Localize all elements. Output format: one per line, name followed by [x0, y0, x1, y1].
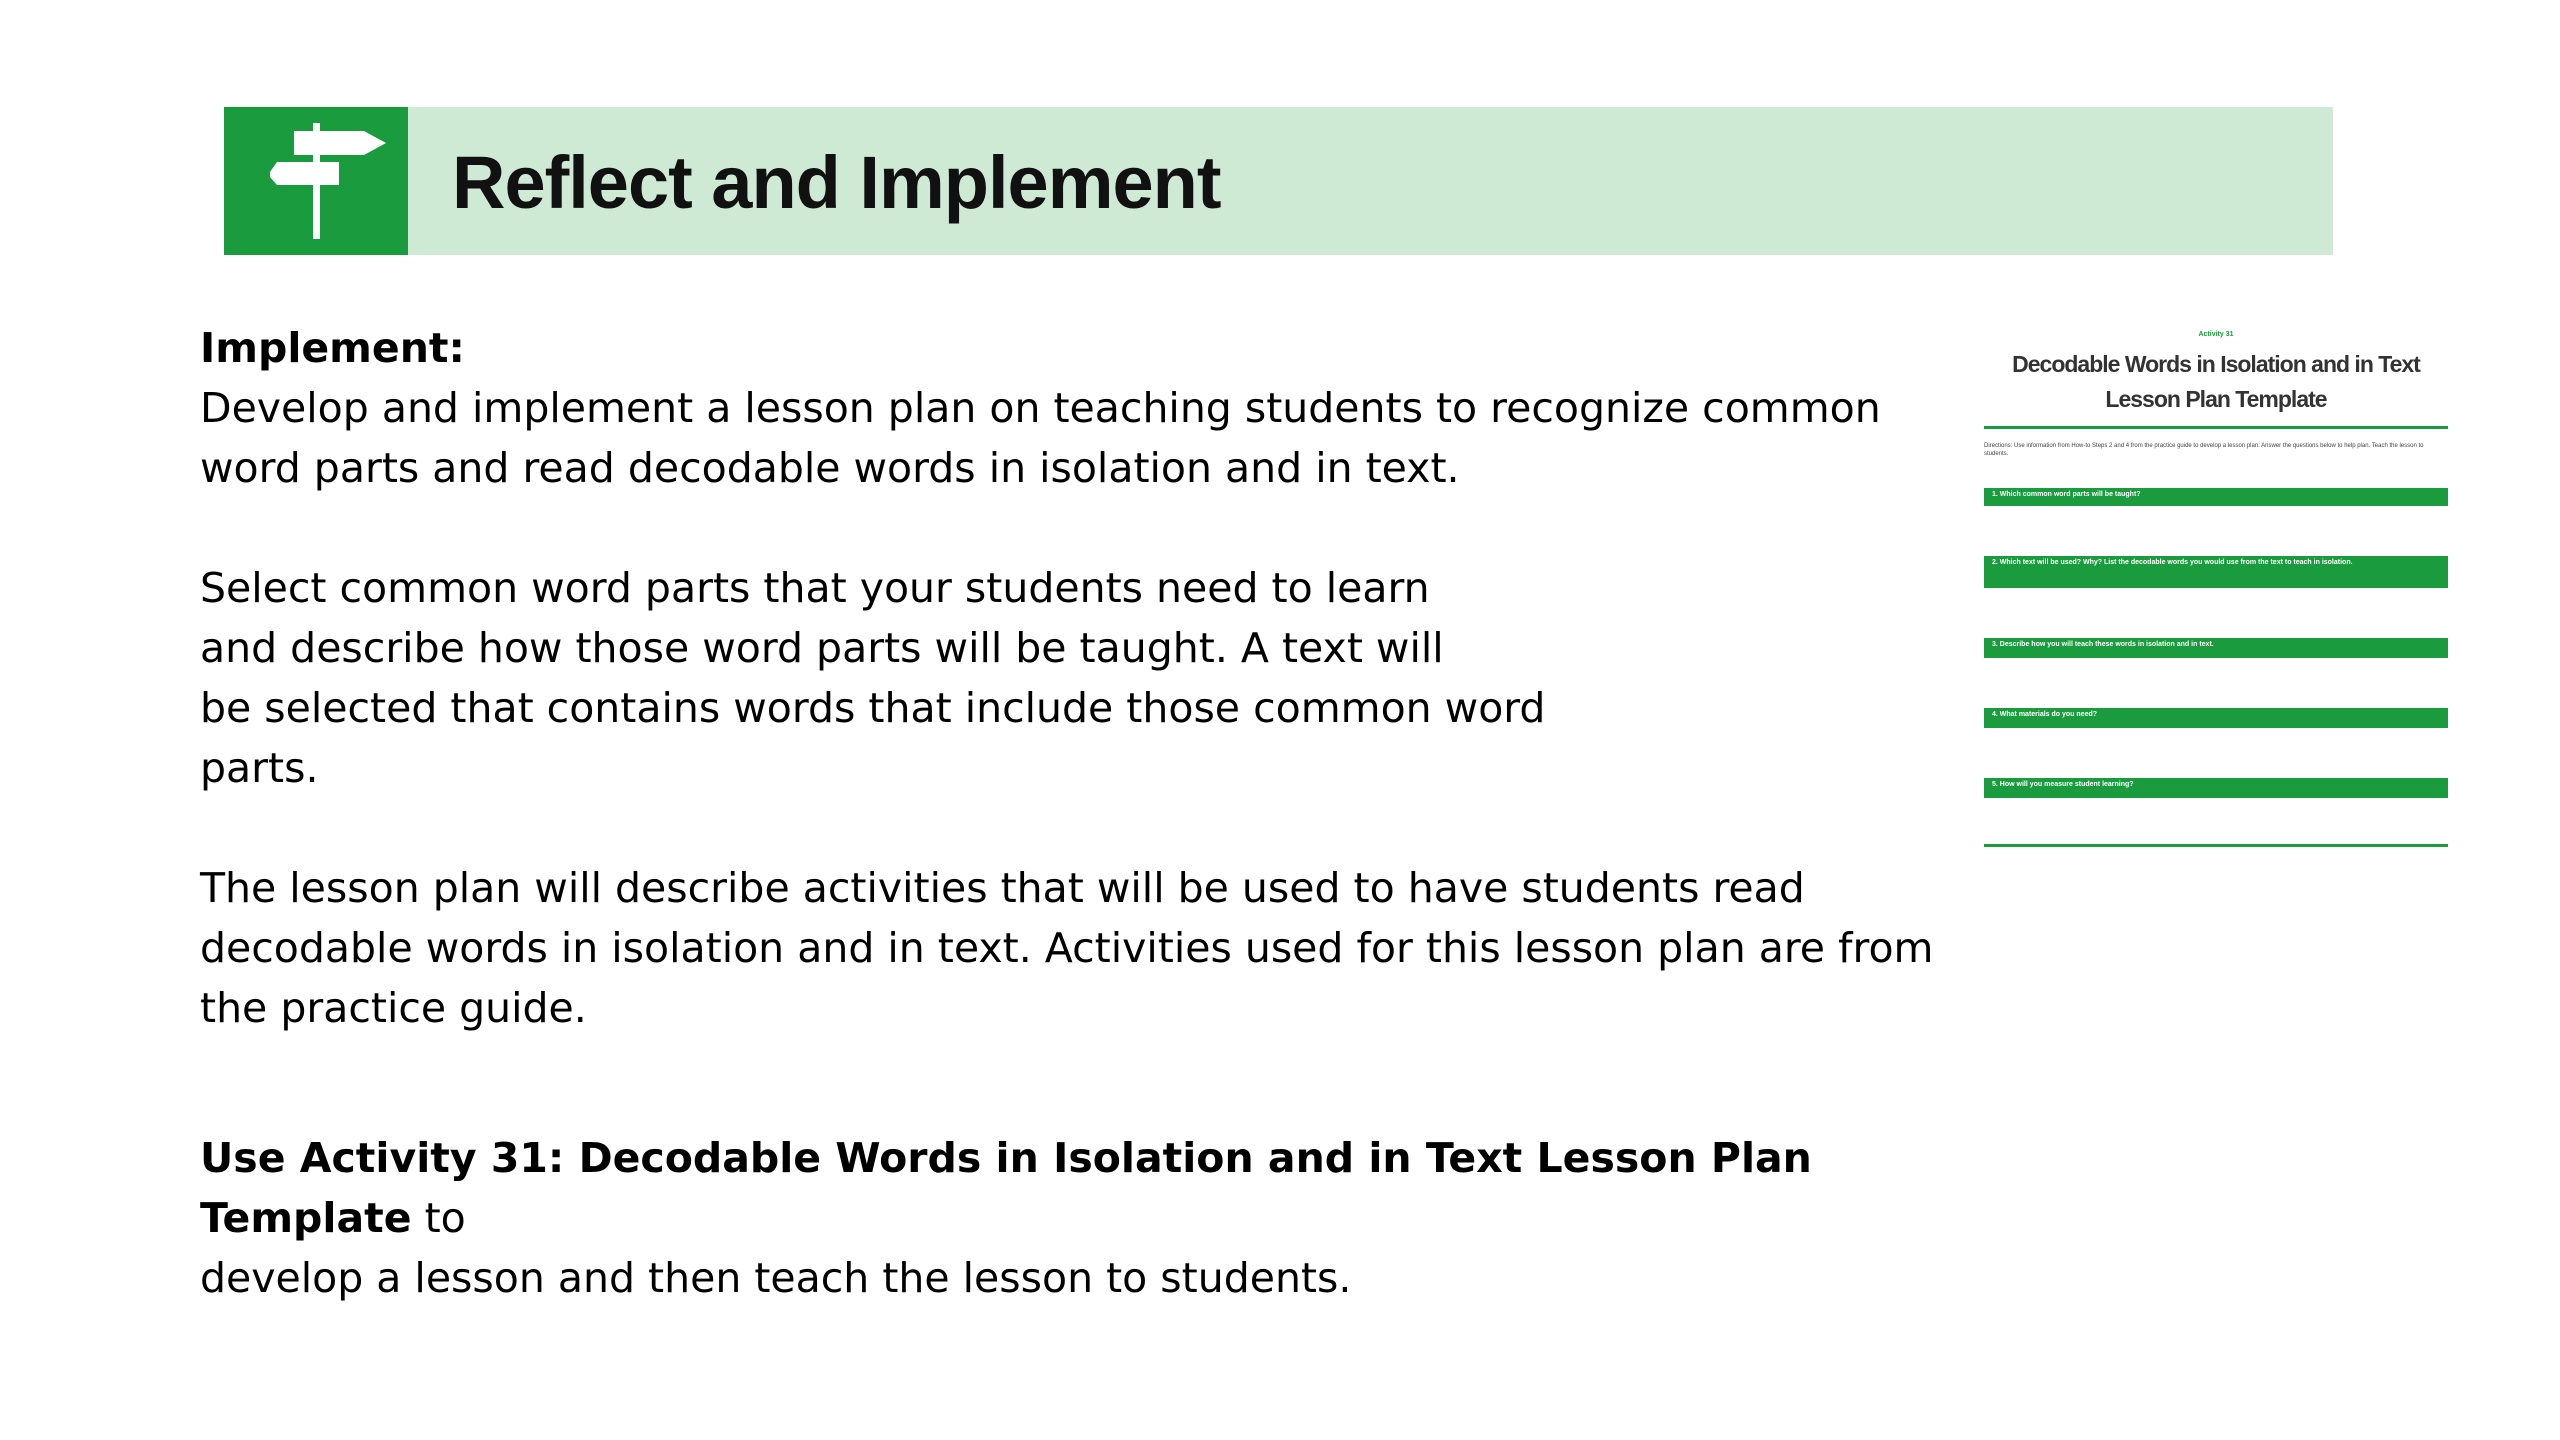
thumbnail-title-line-2: Lesson Plan Template [2105, 386, 2327, 412]
paragraph-4-line-1-rest: to [411, 1194, 466, 1242]
thumbnail-kicker: Activity 31 [2198, 331, 2234, 338]
paragraph-3-line-2: decodable words in isolation and in text. Activities used for this lesson plan are from [200, 924, 1934, 972]
signpost-icon [224, 107, 408, 255]
thumbnail-question-5: 5. How will you measure student learning? [1984, 778, 2448, 798]
paragraph-2-line-4: parts. [200, 744, 319, 792]
thumbnail-question-2: 2. Which text will be used? Why? List the decodable words you would use from the text to teach in isolation. [1984, 556, 2448, 588]
paragraph-1-line-1: Develop and implement a lesson plan on teaching students to recognize common [200, 384, 1881, 432]
header-icon-box [224, 107, 408, 255]
thumbnail-directions: Directions: Use information from How-to Steps 2 and 4 from the practice guide to develop a lesson plan. Answer the questions below to help plan. Teach the lesson to students. [1984, 443, 2424, 457]
thumbnail-rule-bottom [1984, 844, 2448, 847]
thumbnail-question-3: 3. Describe how you will teach these words in isolation and in text. [1984, 638, 2448, 658]
paragraph-2-line-1: Select common word parts that your students need to learn [200, 564, 1430, 612]
activity-reference: Use Activity 31: Decodable Words in Isolation and in Text Lesson Plan Template [200, 1134, 1812, 1242]
paragraph-1-line-2: word parts and read decodable words in isolation and in text. [200, 444, 1460, 492]
thumbnail-title-line-1: Decodable Words in Isolation and in Text [2012, 351, 2420, 377]
paragraph-2-line-2: and describe how those word parts will be taught. A text will [200, 624, 1444, 672]
page-title: Reflect and Implement [452, 141, 1221, 224]
thumbnail-rule-top [1984, 426, 2448, 429]
thumbnail-question-4: 4. What materials do you need? [1984, 708, 2448, 728]
template-thumbnail [1984, 320, 2448, 860]
paragraph-4-line-2: develop a lesson and then teach the lesson to students. [200, 1254, 1352, 1302]
paragraph-3-line-1: The lesson plan will describe activities that will be used to have students read [200, 864, 1805, 912]
body-text [200, 318, 1940, 1308]
paragraph-4-line-1 [200, 1128, 1940, 1248]
paragraph-2-line-3: be selected that contains words that include those common word [200, 684, 1546, 732]
implement-label: Implement: [200, 324, 465, 372]
paragraph-3-line-3: the practice guide. [200, 984, 587, 1032]
thumbnail-title [1984, 347, 2448, 417]
thumbnail-question-1: 1. Which common word parts will be taught? [1984, 488, 2448, 506]
